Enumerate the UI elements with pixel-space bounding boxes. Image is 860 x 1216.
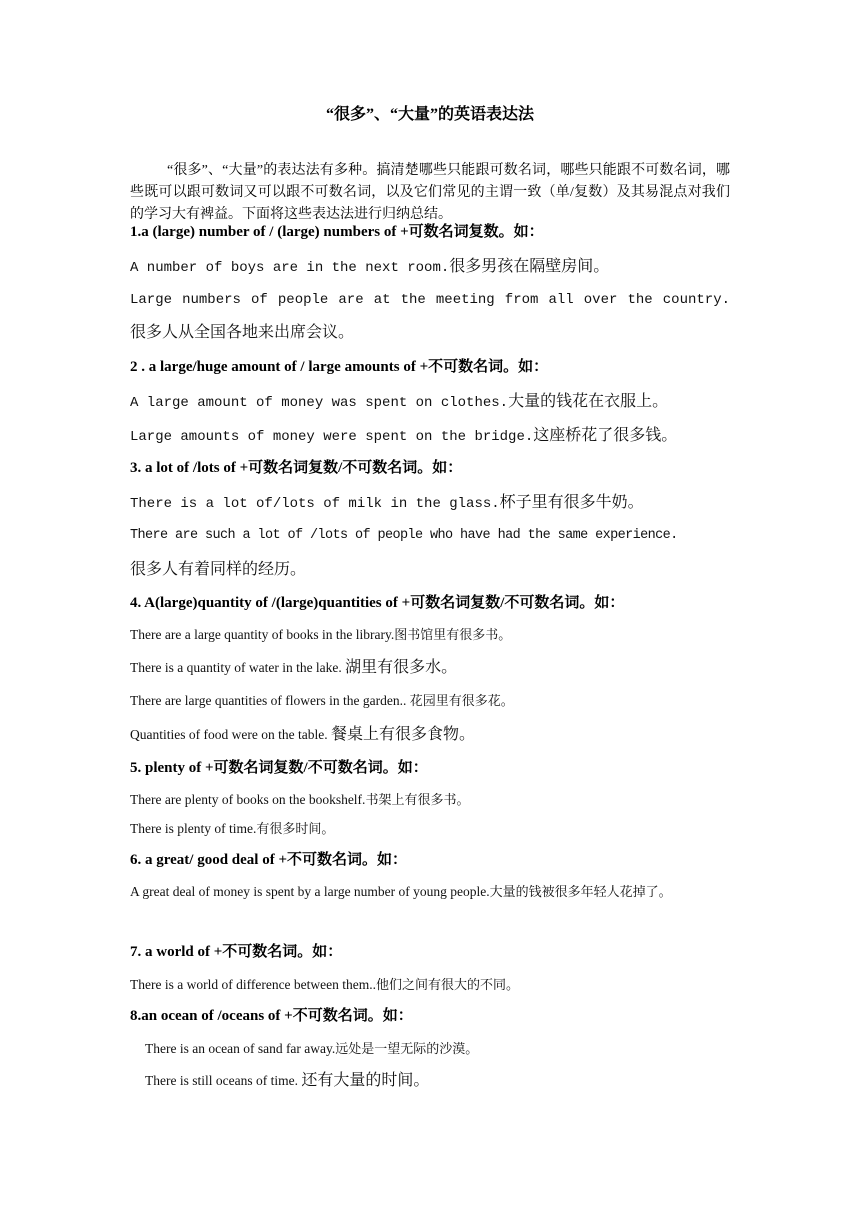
section-8-example-1: There is an ocean of sand far away.远处是一望无际的沙漠。: [145, 1041, 479, 1057]
section-2-heading: 2 . a large/huge amount of / large amounts of +不可数名词。如：: [130, 359, 549, 375]
section-4-example-4: Quantities of food were on the table. 餐桌上有很多食物。: [130, 724, 475, 743]
document-title: “很多”、“大量”的英语表达法: [325, 106, 534, 123]
section-8-example-2: There is still oceans of time. 还有大量的时间。: [145, 1070, 430, 1089]
section-3-heading: 3. a lot of /lots of +可数名词复数/不可数名词。如：: [130, 460, 463, 476]
section-1-example-2-translation: 很多人从全国各地来出席会议。: [130, 322, 355, 341]
section-8-heading: 8.an ocean of /oceans of +不可数名词。如：: [130, 1008, 413, 1024]
section-6-example-1: A great deal of money is spent by a large number of young people.大量的钱被很多年轻人花掉了。: [130, 884, 672, 900]
section-5-example-1: There are plenty of books on the bookshelf.书架上有很多书。: [130, 792, 470, 808]
section-4-example-3: There are large quantities of flowers in the garden.. 花园里有很多花。: [130, 693, 514, 709]
section-3-example-1: There is a lot of/lots of milk in the glass.杯子里有很多牛奶。: [130, 492, 644, 512]
section-1-example-2: Large numbers of people are at the meeting from all over the country.: [130, 292, 730, 308]
section-5-heading: 5. plenty of +可数名词复数/不可数名词。如：: [130, 760, 428, 776]
section-7-heading: 7. a world of +不可数名词。如：: [130, 944, 343, 960]
section-2-example-1: A large amount of money was spent on clothes.大量的钱花在衣服上。: [130, 391, 669, 411]
intro-text: “很多”、“大量”的表达法有多种。搞清楚哪些只能跟可数名词，哪些只能跟不可数名词，哪些既可以跟可数词又可以跟不可数名词，以及它们常见的主谓一致（单/复数）及其易混点对我们的学习大有裨益。下面将这些表达法进行归纳总结。: [130, 163, 730, 222]
section-2-example-2: Large amounts of money were spent on the bridge.这座桥花了很多钱。: [130, 425, 678, 445]
section-4-example-1: There are a large quantity of books in the library.图书馆里有很多书。: [130, 627, 512, 643]
section-4-heading: 4. A(large)quantity of /(large)quantities of +可数名词复数/不可数名词。如：: [130, 595, 625, 611]
section-3-example-2-translation: 很多人有着同样的经历。: [130, 559, 307, 578]
section-7-example-1: There is a world of difference between them..他们之间有很大的不同。: [130, 977, 520, 993]
section-1-example-1: A number of boys are in the next room.很多男孩在隔壁房间。: [130, 256, 610, 276]
section-1-heading: 1.a (large) number of / (large) numbers of +可数名词复数。如：: [130, 224, 544, 240]
section-4-example-2: There is a quantity of water in the lake. 湖里有很多水。: [130, 657, 458, 676]
section-6-heading: 6. a great/ good deal of +不可数名词。如：: [130, 852, 408, 868]
intro-paragraph: [130, 160, 730, 226]
section-3-example-2: There are such a lot of /lots of people who have had the same experience.: [130, 528, 678, 543]
section-5-example-2: There is plenty of time.有很多时间。: [130, 821, 335, 837]
